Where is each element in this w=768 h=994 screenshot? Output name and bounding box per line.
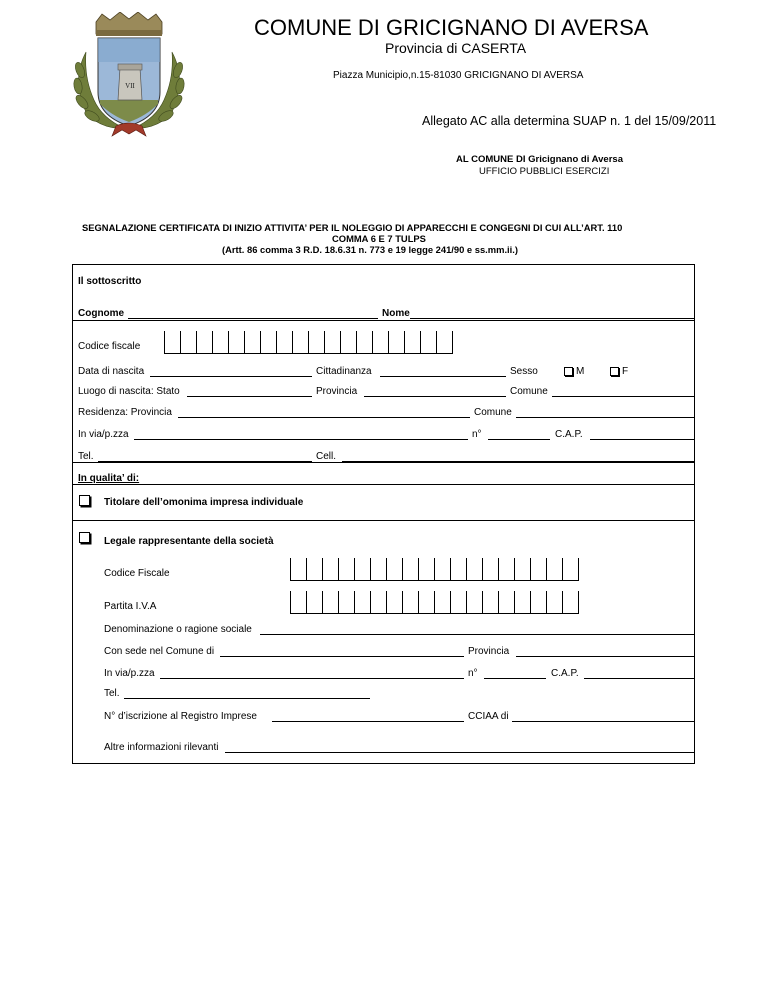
municipality-address: Piazza Municipio,n.15-81030 GRICIGNANO DI AVERSA [333,70,584,81]
recipient-line1: AL COMUNE DI Gricignano di Aversa [456,154,623,165]
municipality-title: COMUNE DI GRICIGNANO DI AVERSA [254,15,649,40]
titolare-label: Titolare dell’omonima impresa individuale [104,497,304,508]
soc-codice-fiscale-boxes[interactable] [290,558,579,581]
sesso-label: Sesso [510,366,538,377]
residenza-comune-field[interactable] [516,417,694,418]
soc-numero-label: n° [468,668,478,679]
municipal-crest-icon [66,12,192,140]
soc-numero-field[interactable] [484,678,546,679]
nome-field[interactable] [410,318,694,319]
codice-fiscale-label: Codice fiscale [78,341,141,352]
recipient-line2: UFFICIO PUBBLICI ESERCIZI [479,166,610,177]
cognome-field[interactable] [128,318,378,319]
iscrizione-label: N° d’iscrizione al Registro Imprese [104,711,257,722]
altre-info-field[interactable] [225,752,694,753]
province-subtitle: Provincia di CASERTA [385,40,527,56]
denominazione-label: Denominazione o ragione sociale [104,624,252,635]
form-title-line3: (Artt. 86 comma 3 R.D. 18.6.31 n. 773 e 19 legge 241/90 e ss.mm.ii.) [222,244,518,255]
soc-partita-iva-boxes[interactable] [290,591,579,614]
denominazione-field[interactable] [260,634,694,635]
form-title-line1: SEGNALAZIONE CERTIFICATA DI INIZIO ATTIVITA’ PER IL NOLEGGIO DI APPARECCHI E CONGEGNI DI CUI ALL’ART. 110 [82,222,623,233]
altre-info-label: Altre informazioni rilevanti [104,742,219,753]
cciaa-field[interactable] [512,721,694,722]
soc-tel-label: Tel. [104,688,120,699]
in-qualita-label: In qualita’ di: [78,473,140,484]
legale-checkbox[interactable] [79,532,90,543]
sede-label: Con sede nel Comune di [104,646,215,657]
form-title-line2: COMMA 6 E 7 TULPS [332,233,426,244]
cap-label: C.A.P. [555,429,583,440]
soc-via-label: In via/p.zza [104,668,155,679]
cittadinanza-field[interactable] [380,376,506,377]
cognome-label: Cognome [78,308,125,319]
sesso-m-checkbox[interactable] [564,367,573,376]
numero-label: n° [472,429,482,440]
sesso-f-label: F [622,366,629,377]
data-nascita-label: Data di nascita [78,366,145,377]
sesso-f-checkbox[interactable] [610,367,619,376]
divider [73,320,695,321]
cap-field[interactable] [590,439,694,440]
tel-label: Tel. [78,451,94,462]
iscrizione-field[interactable] [272,721,464,722]
luogo-provincia-label: Provincia [316,386,358,397]
crest-tower-label: VII [125,82,135,90]
numero-field[interactable] [488,439,550,440]
residenza-provincia-field[interactable] [178,417,470,418]
soc-via-field[interactable] [160,678,464,679]
cell-label: Cell. [316,451,337,462]
divider [73,520,695,521]
soc-codice-fiscale-label: Codice Fiscale [104,568,170,579]
luogo-comune-field[interactable] [552,396,694,397]
sottoscritto-label: Il sottoscritto [78,276,142,287]
allegato-reference: Allegato AC alla determina SUAP n. 1 del 15/09/2011 [422,114,717,128]
luogo-nascita-label: Luogo di nascita: Stato [78,386,180,397]
via-label: In via/p.zza [78,429,129,440]
titolare-checkbox[interactable] [79,495,90,506]
luogo-comune-label: Comune [510,386,548,397]
residenza-comune-label: Comune [474,407,512,418]
nome-label: Nome [382,308,410,319]
via-field[interactable] [134,439,468,440]
soc-cap-label: C.A.P. [551,668,579,679]
data-nascita-field[interactable] [150,376,312,377]
sesso-m-label: M [576,366,585,377]
luogo-nascita-stato-field[interactable] [187,396,312,397]
codice-fiscale-boxes[interactable] [164,331,453,354]
sede-provincia-label: Provincia [468,646,510,657]
divider [73,484,695,485]
soc-cap-field[interactable] [584,678,694,679]
residenza-label: Residenza: Provincia [78,407,172,418]
luogo-provincia-field[interactable] [364,396,506,397]
legale-label: Legale rappresentante della società [104,536,274,547]
divider [73,462,695,463]
sede-provincia-field[interactable] [516,656,694,657]
cciaa-label: CCIAA di [468,711,509,722]
soc-partita-iva-label: Partita I.V.A [104,601,157,612]
sede-comune-field[interactable] [220,656,464,657]
soc-tel-field[interactable] [124,698,370,699]
cittadinanza-label: Cittadinanza [316,366,372,377]
